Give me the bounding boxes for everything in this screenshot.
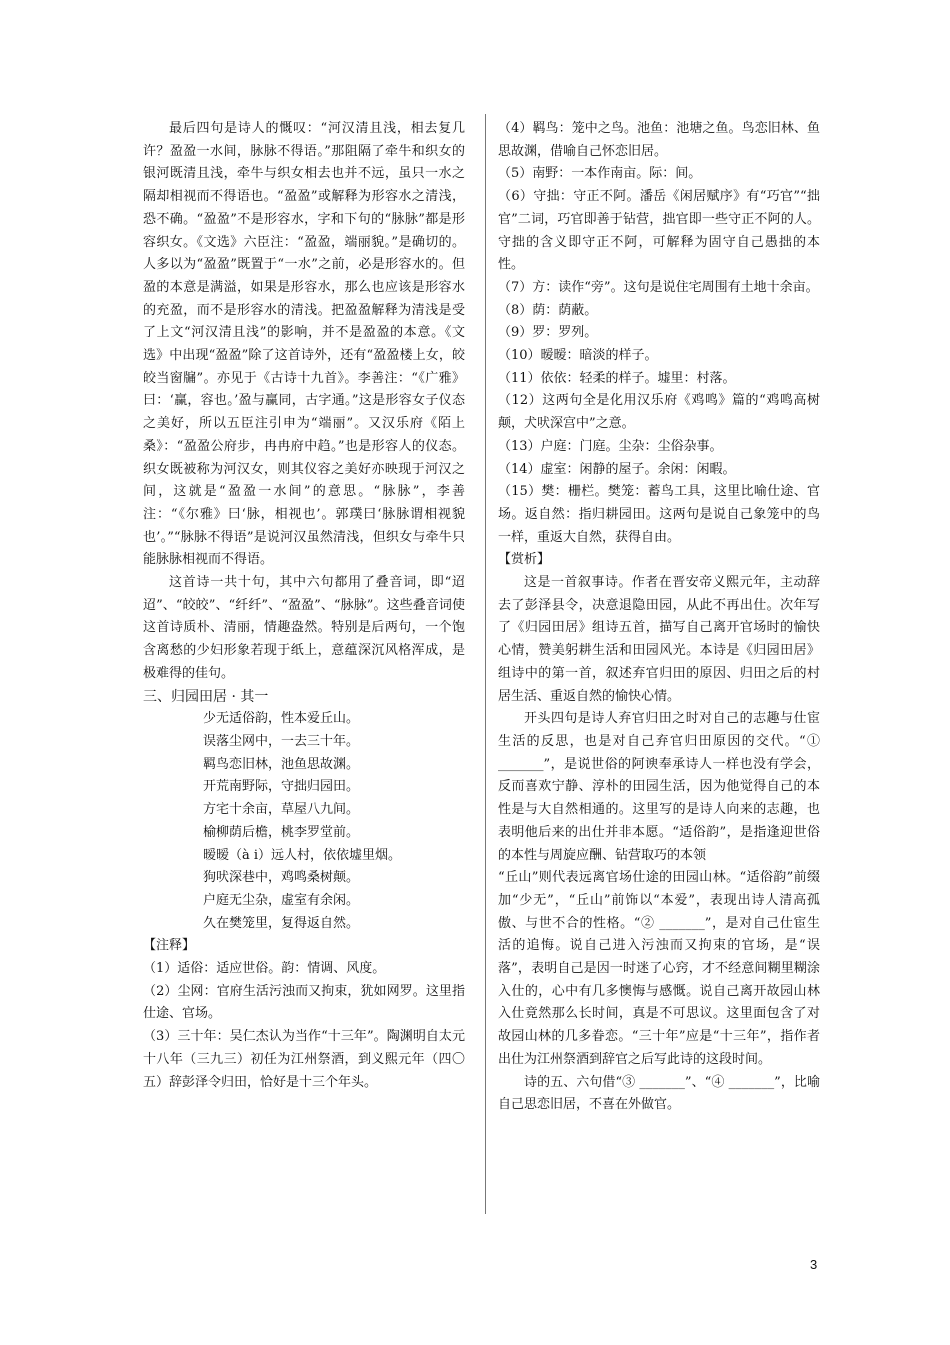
note-item: （3）三十年：吴仁杰认为当作“十三年”。陶渊明自太元十八年（三九三）初任为江州祭酒，到义熙元年（四〇五）辞彭泽令归田，恰好是十三个年头。 [143, 1029, 465, 1090]
poem-line: 羁鸟恋旧林，池鱼思故渊。 [203, 756, 360, 772]
left-column [143, 118, 465, 1094]
page-number: 3 [810, 1257, 818, 1272]
analysis-paragraph: 开头四句是诗人弃官归田之时对自己的志趣与仕宦生活的反思，也是对自己弃官归田原因的交代。“① _______”，是说世俗的阿谀奉承诗人一样也没有学会，反而喜欢宁静、淳朴的田园生活，因为他觉得自己的本性是与大自然相通的。这里写的是诗人向来的志趣，也表明他后来的出仕并非本愿。“适俗韵”，是指逢迎世俗的本性与周旋应酬、钻营取巧的本领 [498, 711, 820, 863]
text-paragraph: 最后四句是诗人的慨叹：“河汉清且浅，相去复几许？盈盈一水间，脉脉不得语。”那阻隔了牵牛和织女的银河既清且浅，牵牛与织女相去也并不远，虽只一水之隔却相视而不得语也。“盈盈”或解释为形容水之清浅，恐不确。“盈盈”不是形容水，字和下句的“脉脉”都是形容织女。《文选》六臣注：“盈盈，端丽貌。”是确切的。人多以为“盈盈”既置于“一水”之前，必是形容水的。但盈的本意是满溢，如果是形容水，那么也应该是形容水的充盈，而不是形容水的清浅。把盈盈解释为清浅是受了上文“河汉清且浅”的影响，并不是盈盈的本意。《文选》中出现“盈盈”除了这首诗外，还有“盈盈楼上女，皎皎当窗牖”。亦见于《古诗十九首》。李善注：“《广雅》曰：‘赢，容也。’盈与赢同，古字通。”这是形容女子仪态之美好，所以五臣注引申为“端丽”。又汉乐府《陌上桑》：“盈盈公府步，冉冉府中趋。”也是形容人的仪态。织女既被称为河汉女，则其仪容之美好亦映现于河汉之间，这就是“盈盈一水间”的意思。“脉脉”，李善注：“《尔雅》曰‘脉，相视也’。郭璞曰‘脉脉谓相视貌也’。”“脉脉不得语”是说河汉虽然清浅，但织女与牵牛只能脉脉相视而不得语。 [143, 121, 465, 568]
section-title: 三、归园田居 · 其一 [143, 688, 269, 705]
right-column [498, 118, 820, 1117]
note-item: （14）虚室：闲静的屋子。余闲：闲暇。 [498, 461, 736, 477]
poem-line: 榆柳荫后檐，桃李罗堂前。 [203, 824, 360, 840]
note-item: （13）户庭：门庭。尘杂：尘俗杂事。 [498, 438, 723, 454]
poem-line: 少无适俗韵，性本爱丘山。 [203, 711, 360, 727]
analysis-paragraph: 诗的五、六句借“③ _______”、“④ _______”，比喻自己思恋旧居，不喜在外做官。 [498, 1074, 820, 1113]
note-item: （9）罗：罗列。 [498, 325, 598, 341]
poem-line: 狗吠深巷中，鸡鸣桑树颠。 [203, 870, 360, 886]
note-item: （8）荫：荫蔽。 [498, 302, 598, 318]
note-item: （12）这两句全是化用汉乐府《鸡鸣》篇的“鸡鸣高树颠，犬吠深宫中”之意。 [498, 393, 820, 432]
poem-line: 暧暧（à i）远人村，依依墟里烟。 [203, 847, 402, 863]
note-item: （11）依依：轻柔的样子。墟里：村落。 [498, 370, 736, 386]
text-paragraph: 这首诗一共十句，其中六句都用了叠音词，即“迢迢”、“皎皎”、“纤纤”、“盈盈”、“脉脉”。这些叠音词使这首诗质朴、清丽，情趣盎然。特别是后两句，一个饱含离愁的少妇形象若现于纸上，意蕴深沉风格浑成，是极难得的佳句。 [143, 575, 465, 681]
note-item: （10）暧暧：暗淡的样子。 [498, 348, 658, 364]
note-item: （2）尘网：官府生活污浊而又拘束，犹如网罗。这里指仕途、官场。 [143, 983, 465, 1022]
note-item: （5）南野：一本作南亩。际：间。 [498, 166, 702, 182]
poem-line: 久在樊笼里，复得返自然。 [203, 915, 360, 931]
analysis-paragraph: 这是一首叙事诗。作者在晋安帝义熙元年，主动辞去了彭泽县令，决意退隐田园，从此不再出仕。次年写了《归园田居》组诗五首，描写自己离开官场时的愉快心情，赞美躬耕生活和田园风光。本诗是《归园田居》组诗中的第一首，叙述弃官归田的原因、归田之后的村居生活、重返自然的愉快心情。 [498, 575, 820, 704]
column-divider [485, 114, 486, 1214]
note-item: （7）方：读作“旁”。这句是说住宅周围有土地十余亩。 [498, 279, 819, 295]
poem-line: 方宅十余亩，草屋八九间。 [203, 802, 360, 818]
analysis-title: 【赏析】 [498, 552, 551, 568]
note-item: （4）羁鸟：笼中之鸟。池鱼：池塘之鱼。鸟恋旧林、鱼思故渊，借喻自己怀恋旧居。 [498, 121, 820, 159]
poem [143, 708, 465, 935]
poem-line: 误落尘网中，一去三十年。 [203, 733, 360, 749]
poem-line: 户庭无尘杂，虚室有余闲。 [203, 892, 360, 908]
note-item: （15）樊：栅栏。樊笼：蓄鸟工具，这里比喻仕途、官场。返自然：指归耕园田。这两句是说自己象笼中的鸟一样，重返大自然，获得自由。 [498, 484, 820, 545]
note-item: （1）适俗：适应世俗。韵：情调、风度。 [143, 961, 386, 977]
analysis-paragraph: “丘山”则代表远离官场仕途的田园山林。“适俗韵”前缀加“少无”，“丘山”前饰以“本爱”，表现出诗人清高孤傲、与世不合的性格。“② _______”，是对自己仕宦生活的追悔。说自己进入污浊而又拘束的官场，是“误落”，表明自己是因一时迷了心窍，才不经意间糊里糊涂入仕的，心中有几多懊悔与感慨。说自己离开故园山林入仕竟然那么长时间，真是不可思议。这里面包含了对故园山林的几多眷恋。“三十年”应是“十三年”，指作者出仕为江州祭酒到辞官之后写此诗的这段时间。 [498, 870, 820, 1067]
note-item: （6）守拙：守正不阿。潘岳《闲居赋序》有“巧官”“拙官”二词，巧官即善于钻营，拙官即一些守正不阿的人。守拙的含义即守正不阿，可解释为固守自己愚拙的本性。 [498, 189, 820, 273]
notes-title: 【注释】 [143, 938, 196, 954]
poem-line: 开荒南野际，守拙归园田。 [203, 779, 360, 795]
